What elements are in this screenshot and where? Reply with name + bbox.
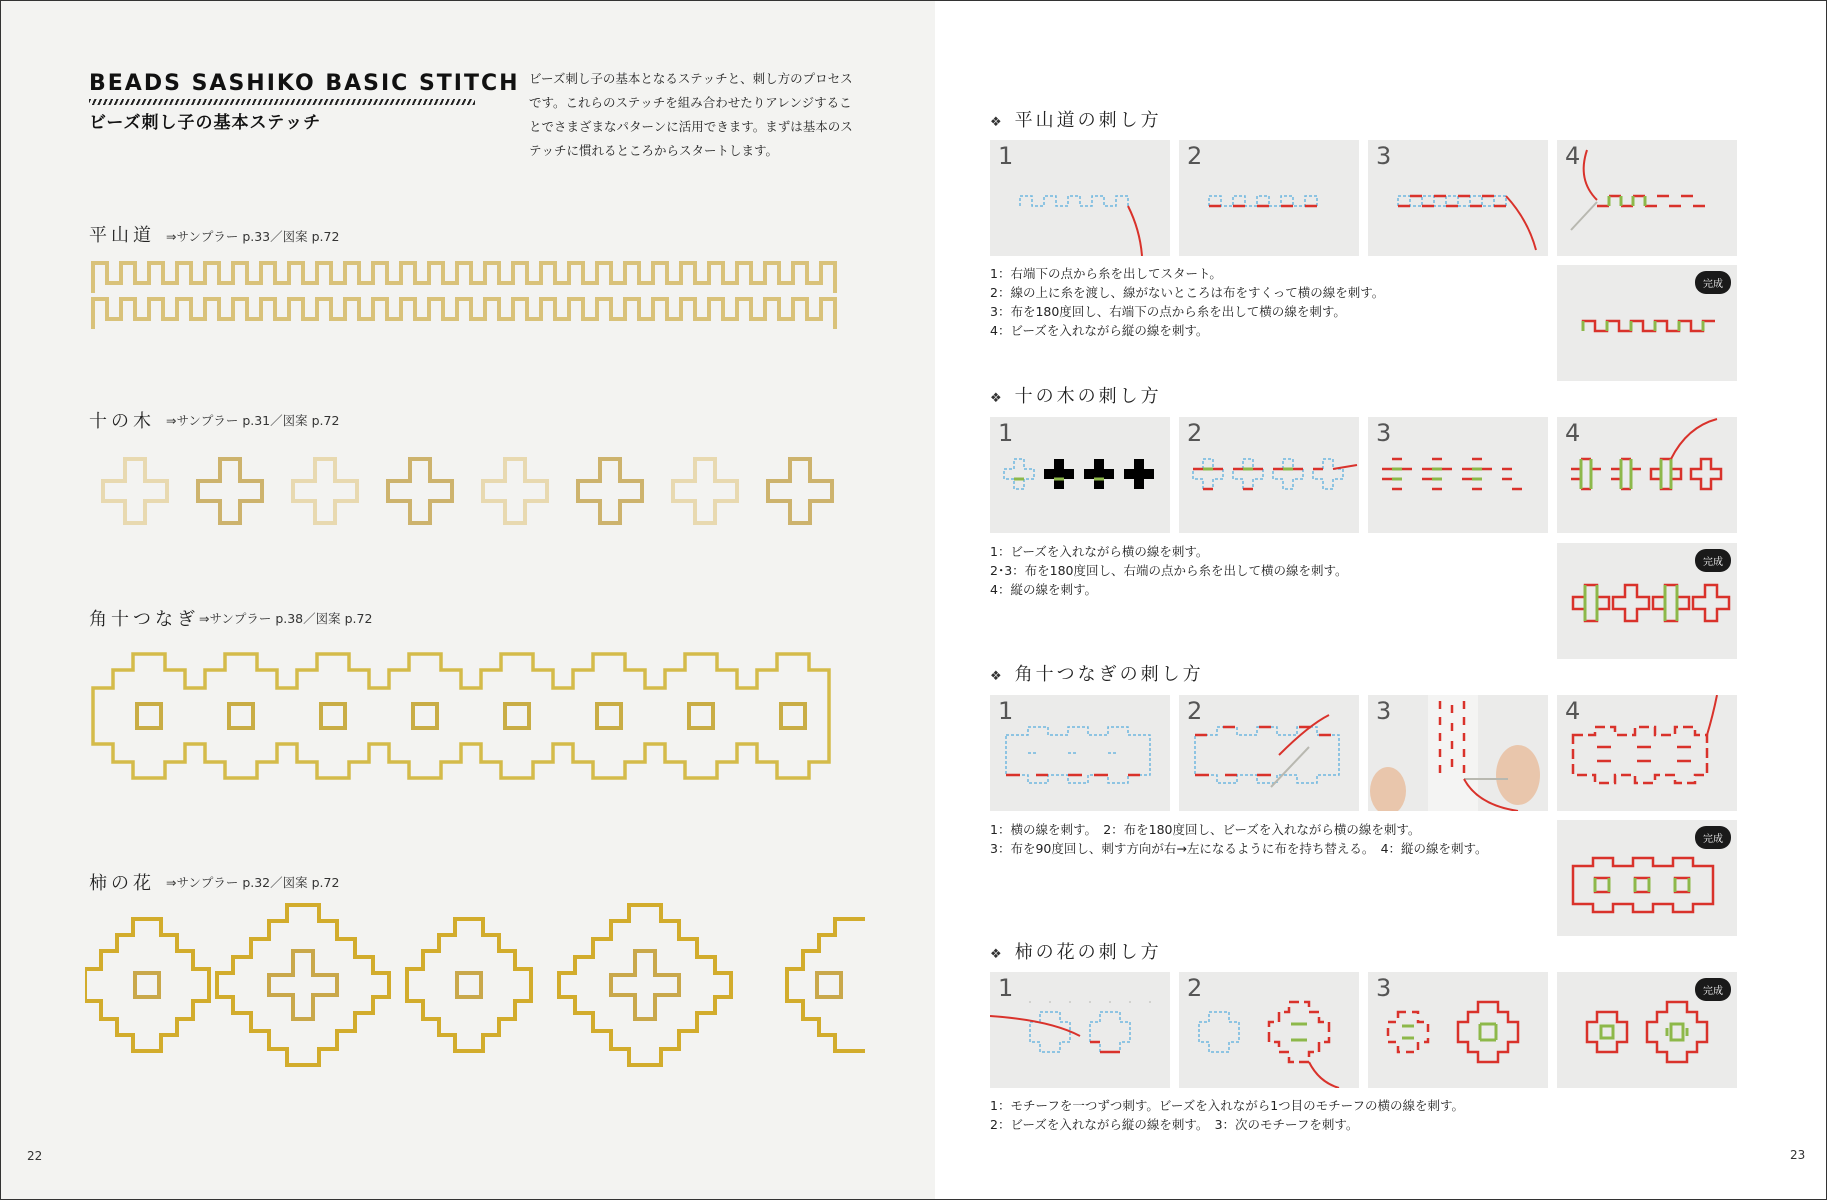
section-title-jyunoki: ❖ 十の木の刺し方	[990, 386, 1162, 407]
finished-photo-hirayamamichi	[1557, 265, 1737, 381]
diamond-icon: ❖	[990, 947, 1005, 962]
diamond-icon: ❖	[990, 669, 1005, 684]
finished-badge: 完成	[1695, 549, 1731, 572]
step-photo-1-4: 4	[1557, 140, 1737, 256]
kakujyutsunagi-sample	[85, 646, 865, 786]
finished-badge: 完成	[1695, 978, 1731, 1001]
intro-text: ビーズ刺し子の基本となるステッチと、刺し方のプロセスです。これらのステッチを組み合わせたりアレンジすることでさまざまなパターンに活用できます。まずは基本のステッチに慣れるところからスタートします。	[529, 71, 853, 158]
row-ref-kakujyutsunagi: ⇒サンプラー p.38／図案 p.72	[199, 611, 373, 626]
hirayamamichi-sample	[85, 251, 865, 341]
row-label-jyunoki: 十の木	[89, 411, 155, 432]
title-hatch-rule	[89, 99, 475, 105]
page-number-right: 23	[1790, 1148, 1806, 1162]
row-label-hirayamamichi: 平山道	[89, 225, 155, 246]
page-title-en: BEADS SASHIKO BASIC STITCH	[89, 71, 520, 96]
section-title-kakujyutsunagi: ❖ 角十つなぎの刺し方	[990, 664, 1204, 685]
finished-photo-kakujyutsunagi	[1557, 820, 1737, 936]
row-label-kakinohana: 柿の花	[89, 873, 155, 894]
row-ref-kakinohana: ⇒サンプラー p.32／図案 p.72	[166, 875, 340, 890]
step-photo-1-1: 1	[990, 140, 1170, 256]
finished-photo-jyunoki	[1557, 543, 1737, 659]
step-photo-3-4: 4	[1557, 695, 1737, 811]
step-photo-3-3: 3	[1368, 695, 1548, 811]
step-photo-1-2: 2	[1179, 140, 1359, 256]
jyunoki-sample	[85, 446, 865, 536]
step-photo-2-3: 3	[1368, 417, 1548, 533]
steps-jyunoki: 1：ビーズを入れながら横の線を刺す。 2･3：布を180度回し、右端の点から糸を出して横の線を刺す。 4：縦の線を刺す。	[990, 544, 1348, 597]
section-title-kakinohana: ❖ 柿の花の刺し方	[990, 942, 1162, 963]
kakinohana-sample	[85, 899, 865, 1079]
row-label-kakujyutsunagi: 角十つなぎ	[89, 609, 199, 630]
finished-badge: 完成	[1695, 826, 1731, 849]
steps-hirayamamichi: 1：右端下の点から糸を出してスタート。 2：線の上に糸を渡し、線がないところは布をすくって横の線を刺す。 3：布を180度回し、右端下の点から糸を出して横の線を刺す。 4：ビーズを入れながら縦の線を刺す。	[990, 266, 1385, 338]
step-photo-2-2: 2	[1179, 417, 1359, 533]
steps-kakinohana: 1：モチーフを一つずつ刺す。ビーズを入れながら1つ目のモチーフの横の線を刺す。 2：ビーズを入れながら縦の線を刺す。 3：次のモチーフを刺す。	[990, 1098, 1465, 1132]
row-ref-hirayamamichi: ⇒サンプラー p.33／図案 p.72	[166, 229, 340, 244]
steps-kakujyutsunagi: 1：横の線を刺す。 2：布を180度回し、ビーズを入れながら横の線を刺す。 3：布を90度回し、刺す方向が右→左になるように布を持ち替える。 4：縦の線を刺す。	[990, 822, 1488, 856]
step-photo-3-1: 1	[990, 695, 1170, 811]
step-photo-4-1: 1	[990, 972, 1170, 1088]
section-title-hirayamamichi: ❖ 平山道の刺し方	[990, 110, 1162, 131]
step-photo-4-2: 2	[1179, 972, 1359, 1088]
diamond-icon: ❖	[990, 115, 1005, 130]
row-ref-jyunoki: ⇒サンプラー p.31／図案 p.72	[166, 413, 340, 428]
page-number-left: 22	[27, 1149, 43, 1163]
left-page	[1, 1, 935, 1199]
finished-photo-kakinohana	[1557, 972, 1737, 1088]
diamond-icon: ❖	[990, 391, 1005, 406]
step-photo-1-3: 3	[1368, 140, 1548, 256]
finished-badge: 完成	[1695, 271, 1731, 294]
step-photo-2-1: 1	[990, 417, 1170, 533]
step-photo-2-4: 4	[1557, 417, 1737, 533]
page-title-jp: ビーズ刺し子の基本ステッチ	[89, 113, 322, 133]
step-photo-4-3: 3	[1368, 972, 1548, 1088]
step-photo-3-2: 2	[1179, 695, 1359, 811]
